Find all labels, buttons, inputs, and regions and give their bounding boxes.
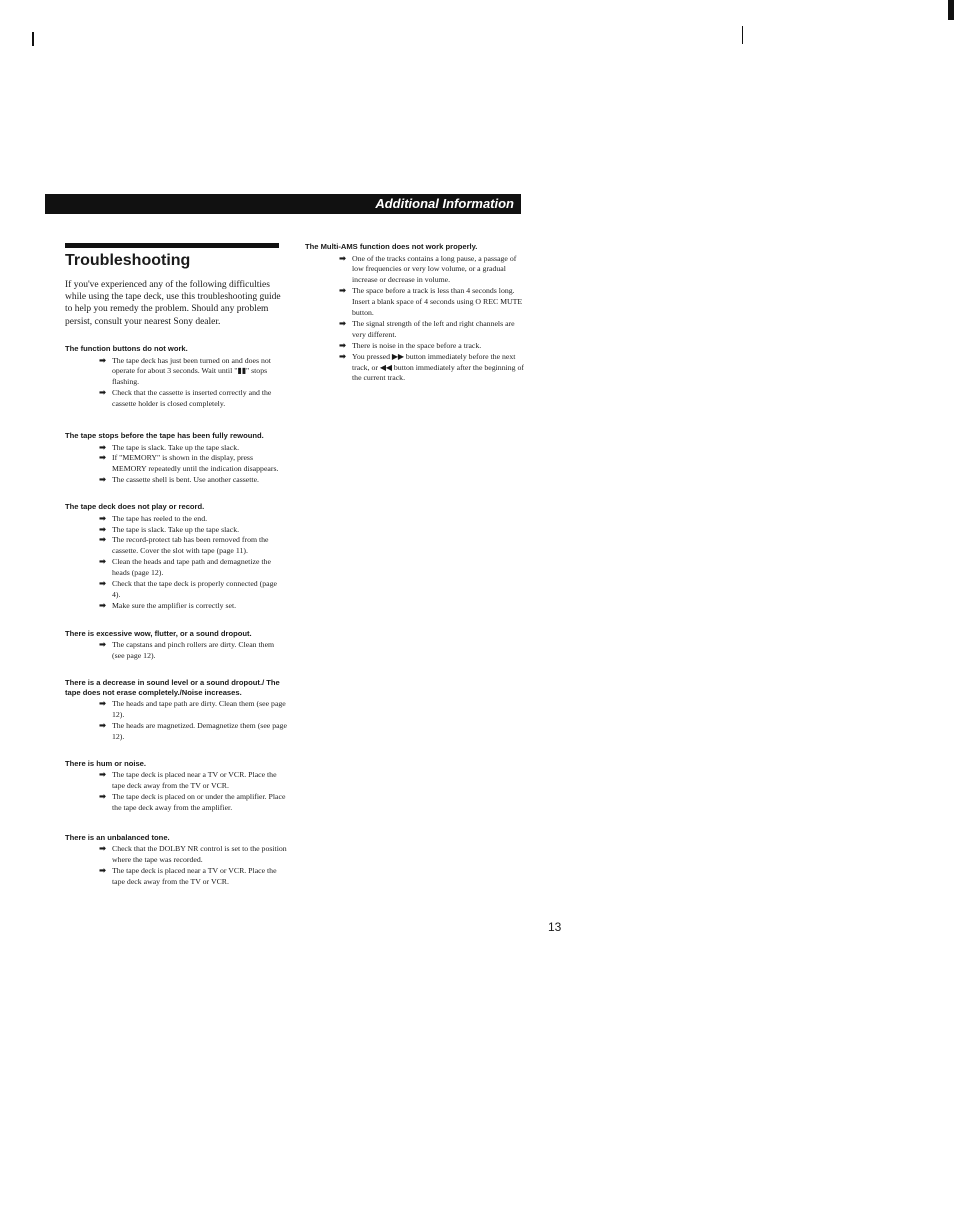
section-title: The Multi-AMS function does not work properly. xyxy=(305,242,478,251)
solution-item xyxy=(65,356,287,389)
solution-item xyxy=(65,514,287,525)
troubleshooting-section xyxy=(65,833,287,888)
arrow-right-icon: ➡ xyxy=(99,557,107,568)
troubleshooting-section xyxy=(65,759,287,814)
arrow-right-icon: ➡ xyxy=(99,475,107,486)
solution-text: If "MEMORY" is shown in the display, press MEMORY repeatedly until the indication disappears. xyxy=(112,453,279,474)
solution-text: Make sure the amplifier is correctly set. xyxy=(112,600,237,610)
solution-item xyxy=(305,254,527,287)
solution-text: The signal strength of the left and right channels are very different. xyxy=(352,318,515,339)
solution-text: Clean the heads and tape path and demagnetize the heads (page 12). xyxy=(112,557,271,578)
title-rule xyxy=(65,243,279,248)
solution-text: The tape deck is placed near a TV or VCR. Place the tape deck away from the TV or VCR. xyxy=(112,866,277,887)
solution-item xyxy=(305,319,527,341)
solution-text: Check that the cassette is inserted correctly and the cassette holder is closed completely. xyxy=(112,388,272,409)
arrow-right-icon: ➡ xyxy=(99,792,107,803)
scan-mark xyxy=(948,0,954,20)
section-title: There is excessive wow, flutter, or a sound dropout. xyxy=(65,628,252,638)
solution-item xyxy=(305,286,527,319)
arrow-right-icon: ➡ xyxy=(339,286,347,297)
arrow-right-icon: ➡ xyxy=(99,524,107,535)
troubleshooting-section xyxy=(65,502,287,612)
arrow-right-icon: ➡ xyxy=(339,351,347,362)
left-column xyxy=(65,344,287,900)
solution-item xyxy=(65,388,287,410)
arrow-right-icon: ➡ xyxy=(99,866,107,877)
solution-item xyxy=(65,721,287,743)
solution-item xyxy=(65,453,287,475)
solution-item xyxy=(65,525,287,536)
solution-text: Check that the DOLBY NR control is set to the position where the tape was recorded. xyxy=(112,844,287,865)
solution-text: The tape has reeled to the end. xyxy=(112,513,208,523)
solution-text: The record-protect tab has been removed from the cassette. Cover the slot with tape (page 11). xyxy=(112,535,269,556)
solution-text: The space before a track is less than 4 seconds long. Insert a blank space of 4 seconds using O REC MUTE button. xyxy=(352,286,523,318)
arrow-right-icon: ➡ xyxy=(99,699,107,710)
solution-item xyxy=(305,341,527,352)
solution-text: The heads are magnetized. Demagnetize them (see page 12). xyxy=(112,720,287,741)
solution-item xyxy=(65,770,287,792)
solution-text: You pressed ▶▶ button immediately before the next track, or ◀◀ button immediately after the beginning of the current track. xyxy=(352,351,524,383)
solution-item xyxy=(65,601,287,612)
solution-text: One of the tracks contains a long pause, a passage of low frequencies or very low volume, or a gradual increase or decrease in volume. xyxy=(352,253,517,285)
troubleshooting-section xyxy=(65,629,287,662)
solution-item xyxy=(65,579,287,601)
troubleshooting-section xyxy=(65,678,287,743)
section-title: The tape stops before the tape has been fully rewound. xyxy=(65,431,264,441)
page-number: 13 xyxy=(548,920,562,934)
right-column xyxy=(305,242,527,396)
section-title: There is a decrease in sound level or a sound dropout./ The tape does not erase completely./Noise increases. xyxy=(65,678,280,697)
arrow-right-icon: ➡ xyxy=(339,318,347,329)
solution-item xyxy=(65,535,287,557)
solution-text: The cassette shell is bent. Use another cassette. xyxy=(112,475,260,485)
troubleshooting-section xyxy=(65,344,287,410)
section-title: There is hum or noise. xyxy=(65,758,147,768)
arrow-right-icon: ➡ xyxy=(99,600,107,611)
solution-text: The tape is slack. Take up the tape slack. xyxy=(112,442,240,452)
solution-text: The tape deck is placed near a TV or VCR. Place the tape deck away from the TV or VCR. xyxy=(112,770,277,791)
arrow-right-icon: ➡ xyxy=(99,535,107,546)
arrow-right-icon: ➡ xyxy=(99,770,107,781)
section-title: The function buttons do not work. xyxy=(65,344,188,353)
page-title: Troubleshooting xyxy=(65,252,191,269)
solution-item xyxy=(65,699,287,721)
solution-text: The tape is slack. Take up the tape slack. xyxy=(112,524,240,534)
arrow-right-icon: ➡ xyxy=(99,640,107,651)
arrow-right-icon: ➡ xyxy=(99,355,107,366)
arrow-right-icon: ➡ xyxy=(99,579,107,590)
solution-text: The tape deck has just been turned on and does not operate for about 3 seconds. Wait until "▮▮" stops flashing. xyxy=(112,355,271,387)
solution-text: The heads and tape path are dirty. Clean them (see page 12). xyxy=(112,699,286,720)
arrow-right-icon: ➡ xyxy=(339,253,347,264)
scan-mark xyxy=(32,32,34,46)
solution-item xyxy=(305,352,527,385)
scan-mark xyxy=(742,26,743,44)
solution-item xyxy=(65,640,287,662)
solution-text: Check that the tape deck is properly connected (page 4). xyxy=(112,579,277,599)
arrow-right-icon: ➡ xyxy=(99,453,107,464)
arrow-right-icon: ➡ xyxy=(99,844,107,855)
arrow-right-icon: ➡ xyxy=(339,340,347,351)
solution-item xyxy=(65,443,287,454)
solution-item xyxy=(65,844,287,866)
solution-item xyxy=(65,475,287,486)
section-label: Additional Information xyxy=(375,196,514,211)
section-header-bar xyxy=(45,194,521,214)
troubleshooting-section xyxy=(65,431,287,486)
section-title: The tape deck does not play or record. xyxy=(65,502,205,512)
troubleshooting-section xyxy=(305,242,527,384)
arrow-right-icon: ➡ xyxy=(99,442,107,453)
solution-item xyxy=(65,557,287,579)
solution-item xyxy=(65,792,287,814)
intro-paragraph: If you've experienced any of the following difficulties while using the tape deck, use this troubleshooting guide to help you remedy the problem. Should any problem persist, consult your nearest Sony dealer. xyxy=(65,280,281,327)
solution-text: The capstans and pinch rollers are dirty. Clean them (see page 12). xyxy=(112,640,275,661)
section-title: There is an unbalanced tone. xyxy=(65,832,170,842)
solution-text: There is noise in the space before a track. xyxy=(352,340,482,350)
arrow-right-icon: ➡ xyxy=(99,388,107,399)
arrow-right-icon: ➡ xyxy=(99,720,107,731)
arrow-right-icon: ➡ xyxy=(99,513,107,524)
solution-item xyxy=(65,866,287,888)
solution-text: The tape deck is placed on or under the amplifier. Place the tape deck away from the amplifier. xyxy=(112,792,286,812)
